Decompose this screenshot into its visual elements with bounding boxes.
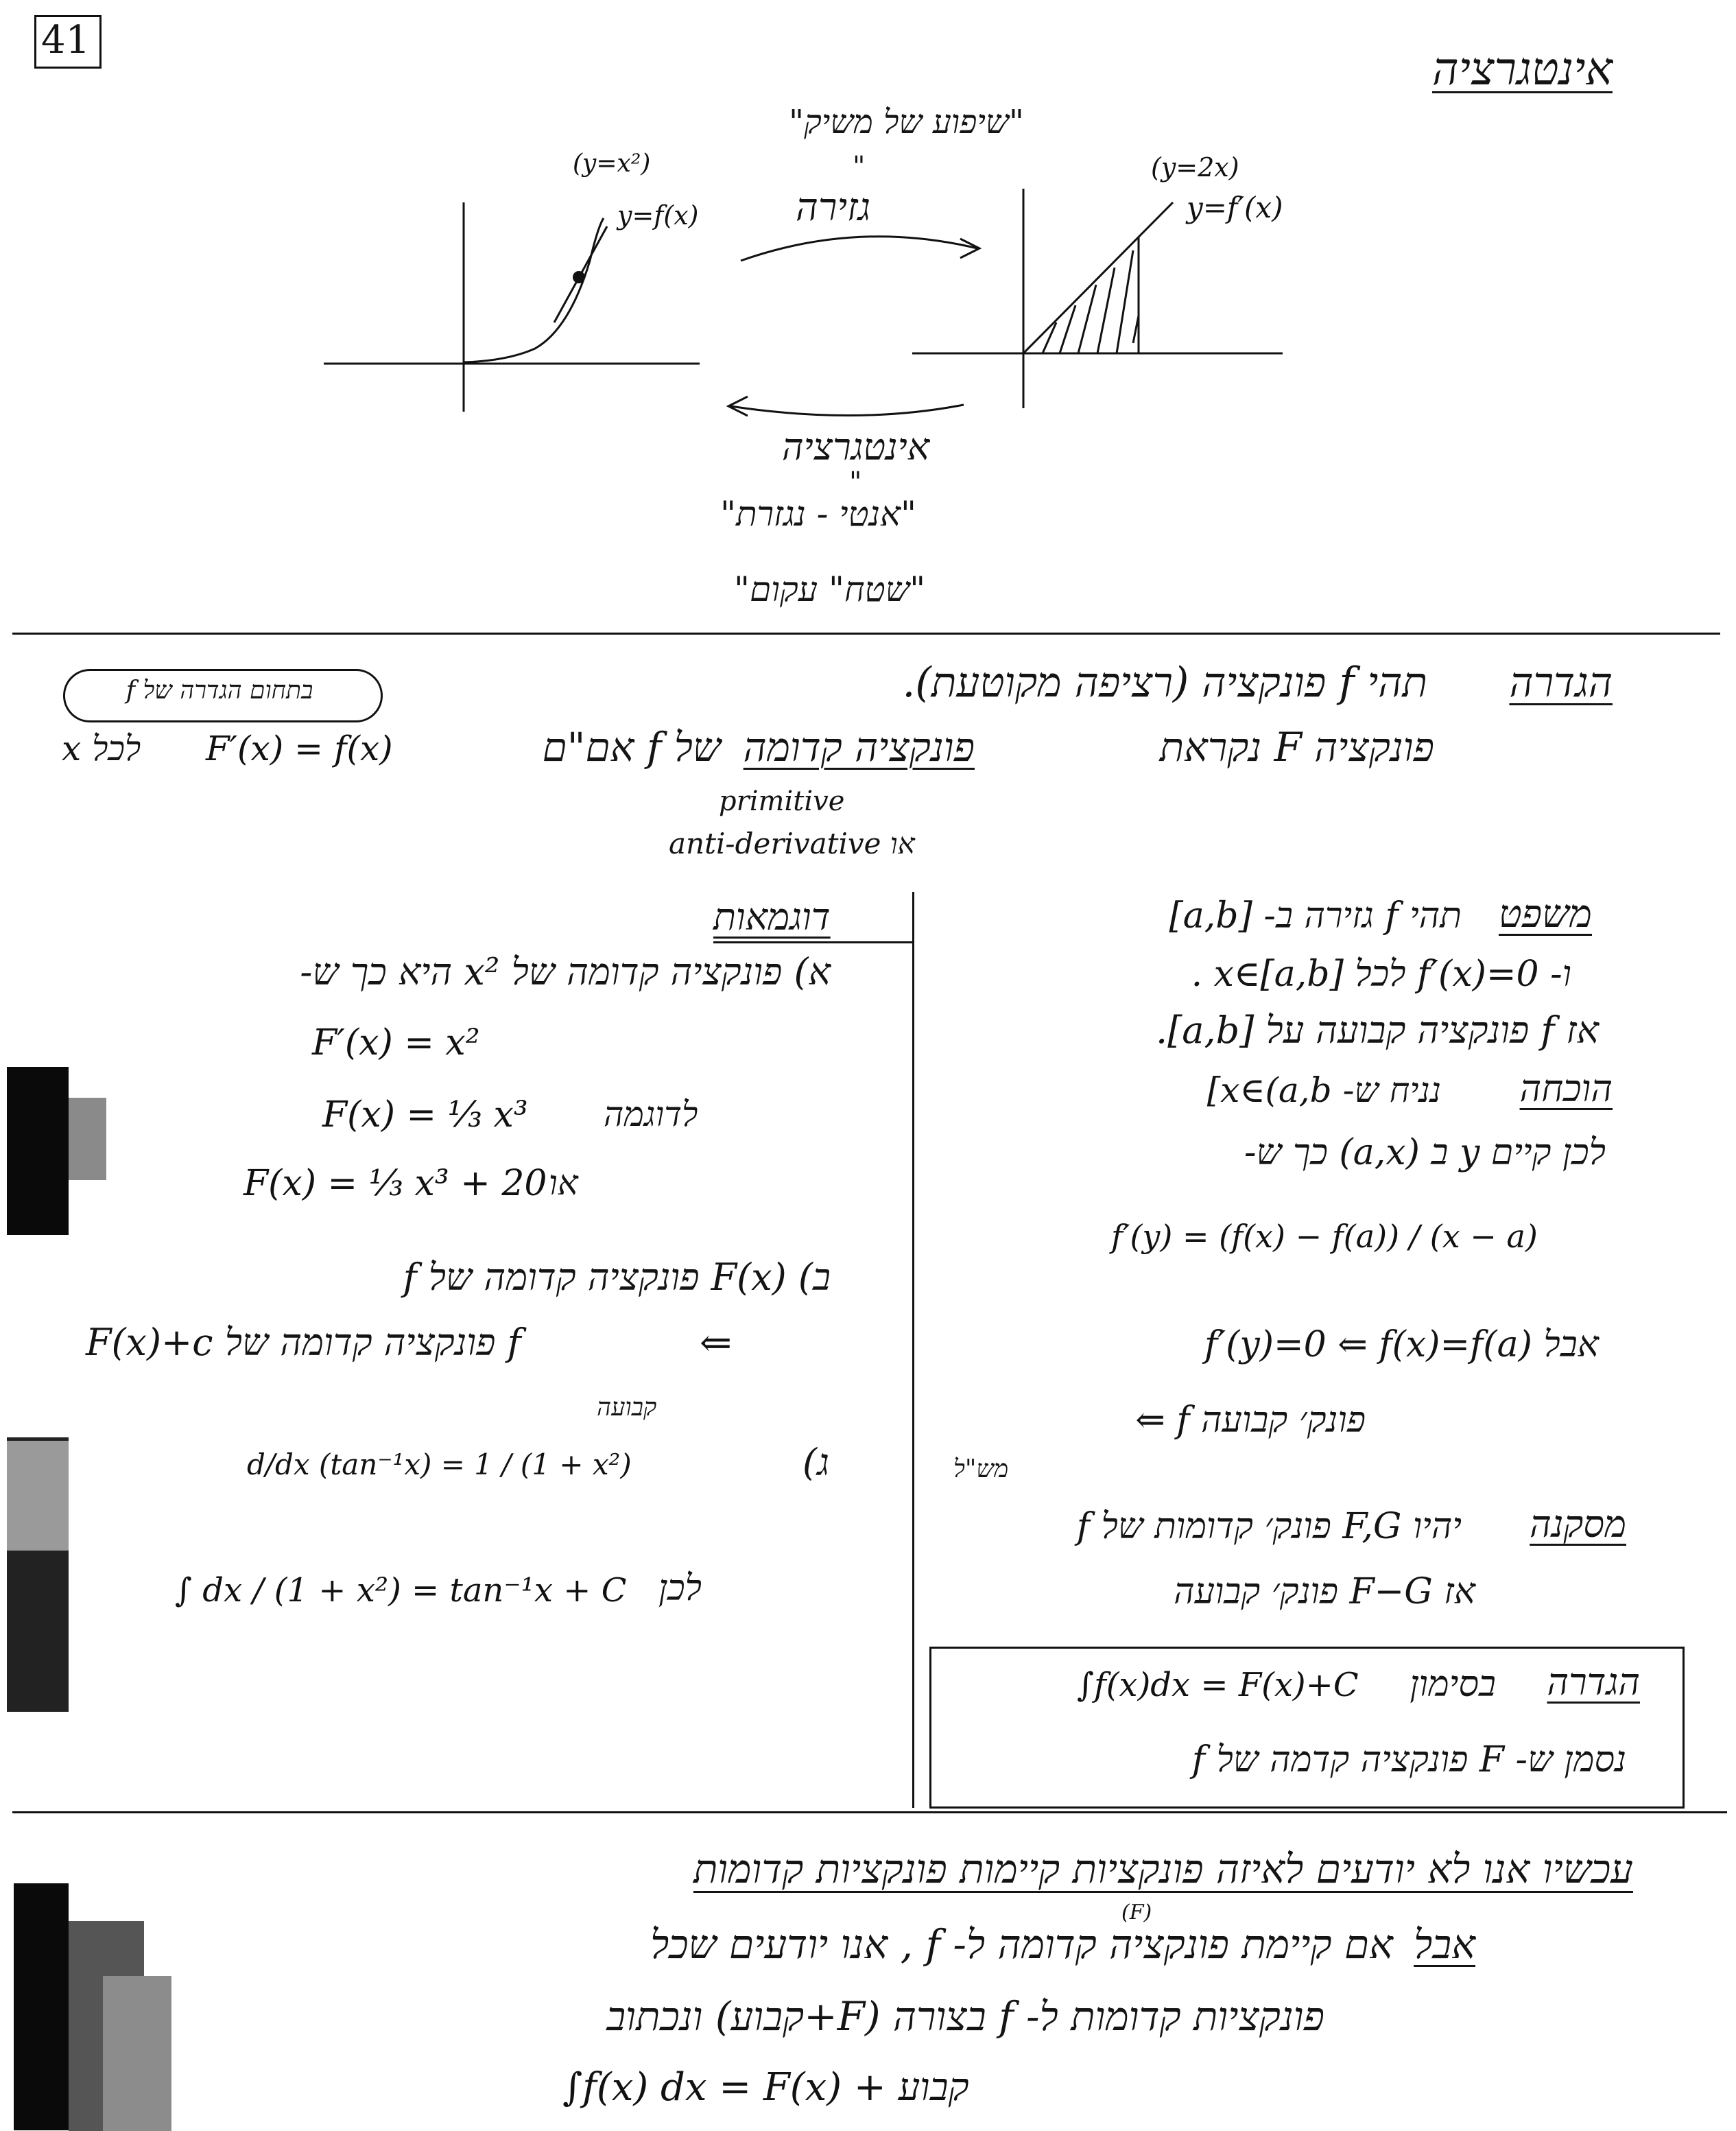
redaction-1-shade [69,1098,106,1180]
redaction-3-shade-b [103,1976,171,2131]
domain-bubble-text: בתחום הגדרה של f [126,676,313,705]
theorem-l3: אז f פונקציה קבועה על [a,b]. [1156,1009,1599,1052]
primitive-label: primitive [719,786,845,817]
example-a-eq2-text: לדוגמה [604,1094,698,1134]
notation-def-line2: נסמן ש- F פונקציה קדמה של f [1191,1739,1626,1780]
definition-label [1509,659,1613,707]
bottom-line4: ∫f(x) dx = F(x) + קבוע [562,2065,969,2110]
antiderivative-quote: "אנטי - נגזרת" [720,494,917,534]
definition-line2-a: פונקציה F נקראת [1159,724,1434,770]
redaction-2-shade [7,1441,69,1551]
theorem-label: משפט [1498,892,1592,937]
bottom-line3: פונקציות קדומות ל- f בצורה (F+קבוע) ונכתוב [606,1993,1324,2040]
examples-heading: דוגמאות [713,895,831,939]
notation-def-text: בסימון [1410,1664,1496,1705]
differentiate-quote: "שיפוע של משיק" [789,103,1024,141]
example-c-therefore: לכן [658,1568,702,1609]
example-a-eq2: F(x) = ⅓ x³ [322,1094,528,1135]
example-a-eq1: F′(x) = x² [312,1022,480,1063]
anti-derivative-label: anti-derivative או [669,827,915,860]
example-c-eq: d/dx (tan⁻¹x) = 1 / (1 + x²) [247,1448,632,1481]
theorem-l5: לכן קיים y ב (a,x) כך ש- [1244,1132,1606,1173]
example-b-arrow: ⇐ [700,1321,732,1365]
arrow-differentiate [741,237,977,261]
page-number: 41 [41,18,91,62]
divider-2 [12,1811,1727,1813]
left-graph-eq2: y=f(x) [617,200,699,231]
right-graph-eq2: y=f′(x) [1187,191,1283,224]
parabola-curve [464,218,604,362]
theorem-l8-note: מש"ל [953,1455,1009,1483]
arrow-integrate [730,405,964,416]
bottom-line2-note: (F) [1121,1900,1152,1924]
theorem-l6: f′(y) = (f(x) − f(a)) / (x − a) [1111,1218,1538,1255]
theorem-l10: אז F−G פונק׳ קבועה [1174,1571,1475,1612]
integrate-label: אינטגרציה [782,425,930,469]
differentiate-label: גזירה [796,185,871,230]
theorem-l4: נניח ש- x∈(a,b] [1206,1070,1441,1110]
example-b-line2: F(x)+c פונקציה קדומה של f [86,1321,521,1364]
column-divider [912,892,914,1808]
definition-line2-b: פונקציה קדומה [743,724,975,770]
definition-line1: תהי f פונקציה (רציפה מקוטעת). [902,659,1427,707]
bottom-line2: אם קיימת פונקציה קדומה ל- f , אנו יודעים שכל [650,1921,1393,1968]
theorem-l8: ⇐ f פונק׳ קבועה [1135,1400,1366,1441]
area-hatching [1043,250,1139,353]
example-b-line1 [403,1256,831,1299]
example-a-text [300,950,831,993]
definition-line2-c: של f אם"ם [542,724,721,770]
definition-title: הגדרה [1509,659,1613,707]
examples-heading-rule [713,941,912,943]
theorem-l7: אבל f′(y)=0 ⇐ f(x)=f(a) [1204,1324,1599,1365]
example-a-eq3: F(x) = ⅓ x³ + 20 [243,1163,547,1204]
differentiate-ditto: " [853,151,866,183]
top-diagram [0,0,1736,652]
bottom-line1: עכשיו אנו לא יודעים לאיזה פונקציות קיימות פונקציות קדומות [693,1846,1633,1892]
redaction-1 [7,1067,69,1235]
example-a-body: פונקציה קדומה של x² היא כך ש- [300,950,783,993]
definition-line2-math: F′(x) = f(x) [206,729,393,768]
example-a-label: א) [794,950,831,993]
derivative-line [1023,202,1173,353]
theorem-l1: תהי f גזירה ב- [a,b] [1169,895,1462,937]
left-graph-eq1: (y=x²) [573,150,651,178]
example-c-label: ג) [802,1441,829,1484]
page-title: אינטגרציה [1431,43,1613,95]
example-b-label: ב) [798,1256,831,1299]
area-quote: "שטח" עקום" [734,569,926,609]
example-a-eq3-text: או [549,1163,578,1203]
notation-def-label: הגדרה [1547,1660,1640,1704]
bottom-line2-label: אבל [1414,1921,1475,1968]
theorem-l9: יהיו F,G פונק׳ קדומות של f [1076,1506,1462,1547]
corollary-label: מסקנה [1530,1503,1626,1546]
example-b-text1: F(x) פונקציה קדומה של f [403,1256,787,1299]
proof-label: הוכחה [1519,1067,1613,1110]
definition-line2-d: לכל x [62,729,141,768]
theorem-l2: ו- f′(x)=0 לכל x∈[a,b] . [1191,954,1571,995]
notation-def-math: ∫f(x)dx = F(x)+C [1077,1666,1359,1704]
right-graph-eq1: (y=2x) [1151,152,1239,183]
divider-1 [12,633,1720,635]
redaction-3 [14,1883,69,2130]
tangent-point [573,271,585,283]
example-c-integral: ∫ dx / (1 + x²) = tan⁻¹x + C [175,1571,627,1610]
integrate-ditto: " [849,467,862,498]
example-b-const: קבועה [597,1393,657,1422]
